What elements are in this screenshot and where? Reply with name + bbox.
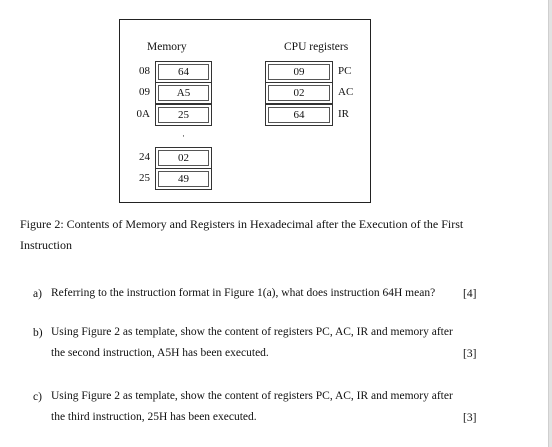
memory-value-08: 64 (178, 66, 189, 78)
memory-heading: Memory (147, 41, 187, 53)
question-c-line2: the third instruction, 25H has been executed. (51, 411, 257, 423)
memory-cell-09 (155, 82, 212, 104)
memory-value-24: 02 (178, 152, 189, 164)
memory-cell-24 (155, 147, 212, 169)
memory-gap-marker: · (182, 131, 185, 141)
question-c-marks: [3] (463, 412, 477, 424)
figure-2-box (119, 19, 371, 203)
register-label-pc: PC (338, 65, 352, 77)
memory-cell-08 (155, 61, 212, 83)
memory-address-0a: 0A (136, 108, 150, 120)
memory-address-24: 24 (139, 151, 150, 163)
question-a-text: Referring to the instruction format in Figure 1(a), what does instruction 64H mean? (51, 287, 436, 299)
register-cell-ac (265, 82, 333, 104)
register-cell-ir (265, 104, 333, 126)
register-value-pc: 09 (293, 66, 305, 78)
question-a-marks: [4] (463, 288, 477, 300)
question-b-line1: Using Figure 2 as template, show the content of registers PC, AC, IR and memory after (51, 326, 453, 338)
question-b-marks: [3] (463, 348, 477, 360)
memory-address-25: 25 (139, 172, 150, 184)
memory-value-09: A5 (176, 87, 191, 99)
memory-value-0a: 25 (178, 109, 189, 121)
memory-value-25: 49 (178, 173, 189, 185)
page-edge (548, 0, 552, 447)
memory-cell-0a (155, 104, 212, 126)
question-c-line1: Using Figure 2 as template, show the content of registers PC, AC, IR and memory after (51, 390, 453, 402)
question-b-letter: b) (33, 327, 43, 339)
figure-caption: Figure 2: Contents of Memory and Registers in Hexadecimal after the Execution of the First Instruction (20, 217, 464, 252)
registers-heading: CPU registers (284, 41, 349, 53)
memory-address-08: 08 (139, 65, 150, 77)
register-value-ac: 02 (293, 87, 305, 99)
question-b-line2: the second instruction, A5H has been executed. (51, 347, 269, 359)
register-label-ir: IR (338, 108, 349, 120)
memory-cell-25 (155, 168, 212, 190)
register-value-ir: 64 (293, 109, 305, 121)
register-cell-pc (265, 61, 333, 83)
register-label-ac: AC (338, 86, 354, 98)
memory-address-09: 09 (139, 86, 150, 98)
question-c-letter: c) (33, 391, 42, 403)
question-a-letter: a) (33, 288, 42, 300)
